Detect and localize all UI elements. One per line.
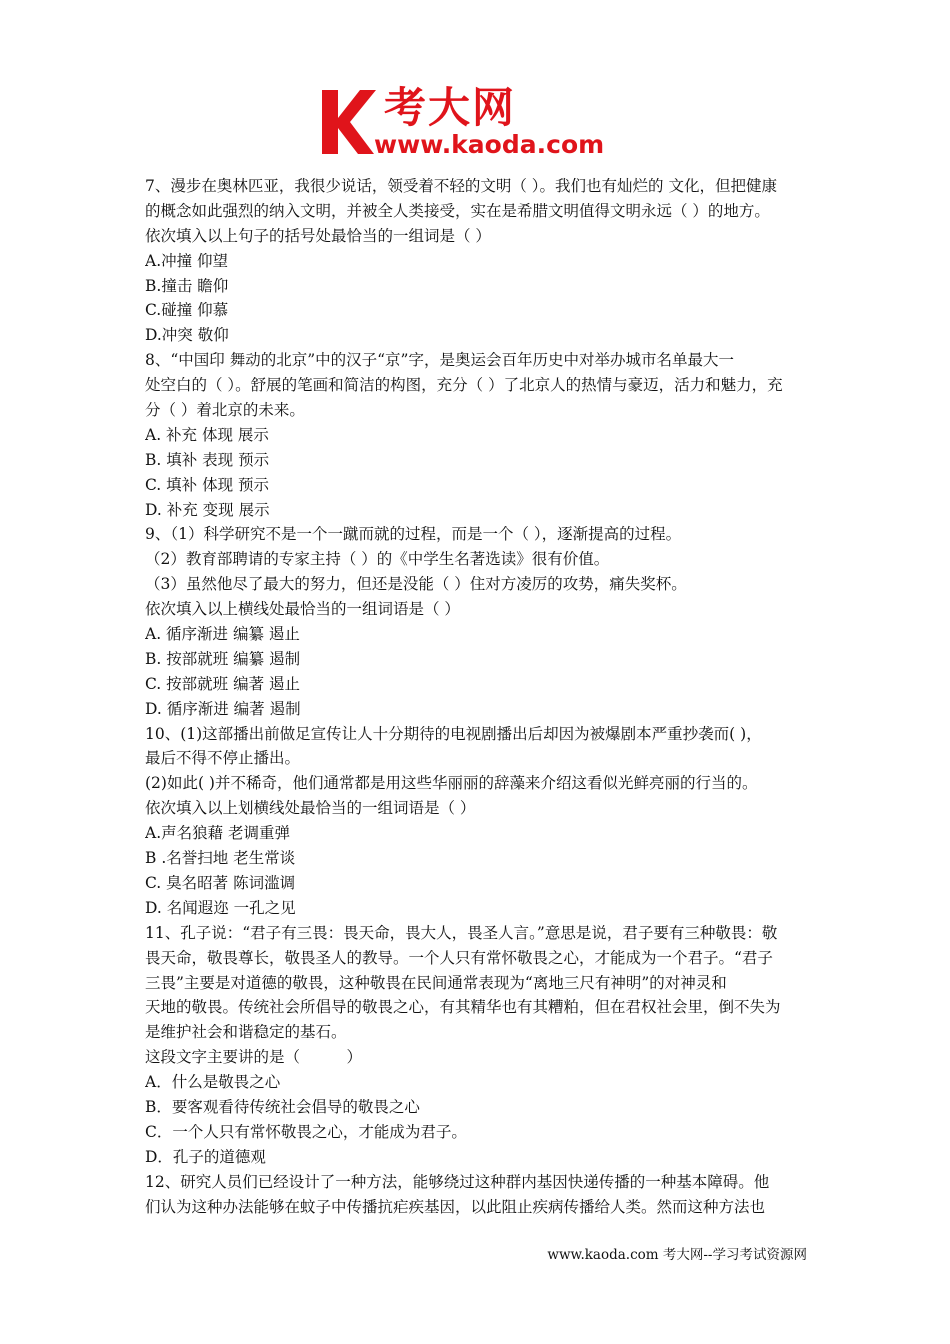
option-line: A.冲撞 仰望 <box>145 251 229 270</box>
option-line: C. 填补 体现 预示 <box>145 475 270 494</box>
option-line: D. 名闻遐迩 一孔之见 <box>145 898 296 917</box>
text-line: 9、（1）科学研究不是一个一蹴而就的过程，而是一个（ ），逐渐提高的过程。 <box>145 525 682 544</box>
text-line: 们认为这种办法能够在蚊子中传播抗疟疾基因，以此阻止疾病传播给人类。然而这种方法也 <box>145 1197 766 1216</box>
option-line: B．要客观看待传统社会倡导的敬畏之心 <box>145 1097 420 1116</box>
option-line: A．什么是敬畏之心 <box>145 1073 281 1092</box>
text-line: 依次填入以上划横线处最恰当的一组词语是（ ） <box>145 799 476 818</box>
logo-brand-cn: 考大网 <box>384 83 517 132</box>
document-body <box>145 174 810 1219</box>
text-line: （2）教育部聘请的专家主持（ ）的《中学生名著选读》很有价值。 <box>145 550 610 569</box>
option-line: D．孔子的道德观 <box>145 1147 266 1166</box>
text-line: 畏天命，敬畏尊长，敬畏圣人的教导。一个人只有常怀敬畏之心，才能成为一个君子。“君子 <box>145 948 773 967</box>
option-line: C．一个人只有常怀敬畏之心，才能成为君子。 <box>145 1122 467 1141</box>
text-line: （3）虽然他尽了最大的努力，但还是没能（ ）住对方凌厉的攻势，痛失奖杯。 <box>145 575 687 594</box>
text-line: 分（ ）着北京的未来。 <box>145 401 305 420</box>
option-line: B. 填补 表现 预示 <box>145 450 270 469</box>
text-line: 处空白的（ ）。舒展的笔画和简洁的构图，充分（ ）了北京人的热情与豪迈，活力和魅力，充 <box>145 376 783 395</box>
text-line: 的概念如此强烈的纳入文明，并被全人类接受，实在是希腊文明值得文明永远（ ）的地方。 <box>145 201 770 220</box>
text-line: 最后不得不停止播出。 <box>145 749 301 768</box>
option-line: C.碰撞 仰慕 <box>145 301 229 320</box>
text-line: 12、研究人员们已经设计了一种方法，能够绕过这种群内基因快递传播的一种基本障碍。他 <box>145 1172 770 1191</box>
text-line: 依次填入以上句子的括号处最恰当的一组词是（ ） <box>145 226 491 245</box>
option-line: B .名誉扫地 老生常谈 <box>145 849 296 868</box>
kaoda-logo <box>318 84 638 164</box>
option-line: D.冲突 敬仰 <box>145 326 229 345</box>
option-line: A. 补充 体现 展示 <box>145 425 269 444</box>
option-line: A. 循序渐进 编纂 遏止 <box>145 625 300 644</box>
option-line: C. 按部就班 编著 遏止 <box>145 674 301 693</box>
text-line: 依次填入以上横线处最恰当的一组词语是（ ） <box>145 600 460 619</box>
text-line: 10、(1)这部播出前做足宣传让人十分期待的电视剧播出后却因为被爆剧本严重抄袭而( )， <box>145 724 762 743</box>
text-line: 这段文字主要讲的是（ ） <box>145 1048 363 1067</box>
text-line: 三畏”主要是对道德的敬畏，这种敬畏在民间通常表现为“离地三尺有神明”的对神灵和 <box>145 973 727 992</box>
option-line: B. 按部就班 编纂 遏制 <box>145 649 301 668</box>
option-line: A.声名狼藉 老调重弹 <box>145 824 291 843</box>
text-line: 8、“中国印 舞动的北京”中的汉子“京”字，是奥运会百年历史中对举办城市名单最大一 <box>145 351 734 370</box>
option-line: B.撞击 瞻仰 <box>145 276 229 295</box>
option-line: C. 臭名昭著 陈词滥调 <box>145 873 296 892</box>
text-line: 7、漫步在奥林匹亚，我很少说话，领受着不轻的文明（ ）。我们也有灿烂的 文化，但把健康 <box>145 177 777 195</box>
option-line: D. 补充 变现 展示 <box>145 500 270 519</box>
option-line: D. 循序渐进 编著 遏制 <box>145 699 301 718</box>
text-line: 是维护社会和谐稳定的基石。 <box>145 1023 347 1042</box>
page-footer: www.kaoda.com 考大网--学习考试资源网 <box>547 1247 807 1263</box>
text-line: (2)如此( )并不稀奇，他们通常都是用这些华丽丽的辞藻来介绍这看似光鲜亮丽的行当的。 <box>145 774 758 793</box>
text-line: 天地的敬畏。传统社会所倡导的敬畏之心，有其精华也有其糟粕，但在君权社会里，倒不失为 <box>145 998 781 1017</box>
logo-brand-url: www.kaoda.com <box>374 130 605 159</box>
k-logo-icon <box>318 84 378 160</box>
text-line: 11、孔子说：“君子有三畏：畏天命，畏大人，畏圣人言。”意思是说，君子要有三种敬畏：敬 <box>145 923 778 942</box>
